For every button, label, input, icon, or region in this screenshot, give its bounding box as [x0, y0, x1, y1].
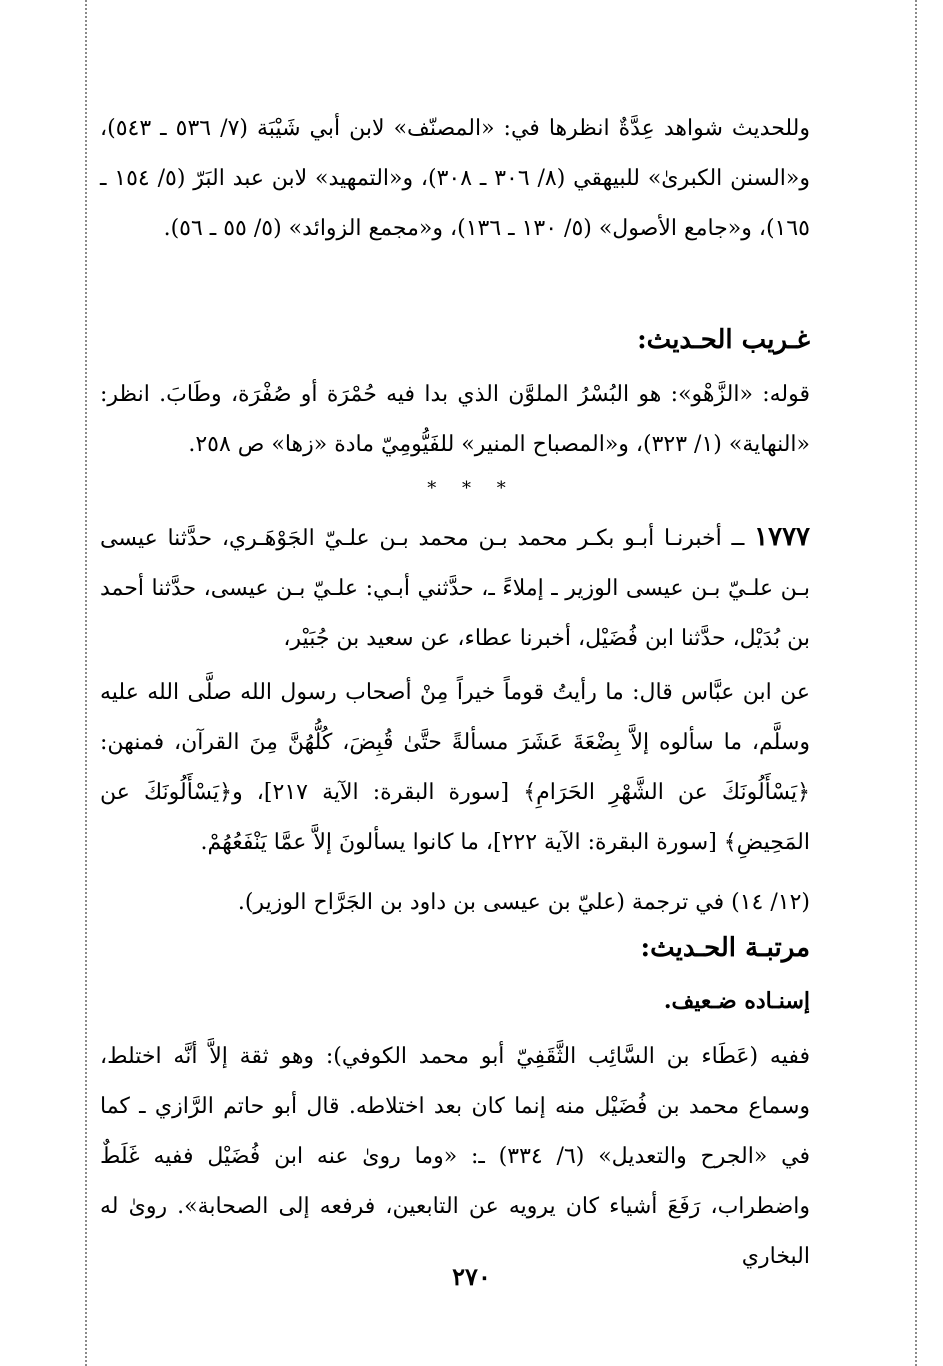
gharib-heading: غـريب الحـديث:: [637, 325, 810, 355]
hadith-section: [100, 512, 810, 928]
hadith-matn-paragraph: عن ابن عبَّاس قال: ما رأيتُ قوماً خيراً مِنْ أصحاب رسول الله صلَّى الله عليه وسلَّم، ما سألوه إلاَّ بِضْعَةَ عَشَرَ مسألةً حتَّىٰ قُبِضَ، كُلُّهُنَّ مِنَ القرآن، فمنهن: ﴿يَسْأَلُونَكَ عن الشَّهْرِ الحَرَامِ﴾ [سورة البقرة: الآية ٢١٧]، و﴿يَسْأَلُونَكَ عن المَحِيضِ﴾ [سورة البقرة: الآية ٢٢٢]، ما كانوا يسألونَ إلاَّ عمَّا يَنْفَعُهُمْ.: [100, 680, 810, 855]
gharib-paragraph: قوله: «الزَّهْو»: هو البُسْرُ الملوَّن الذي بدا فيه حُمْرَة أو صُفْرَة، وطَابَ. انظر: «النهاية» (١/ ٣٢٣)، و«المصباح المنير» للفَيُّومِيّ مادة «زها» ص ٢٥٨.: [100, 382, 810, 457]
shawahid-section: [100, 104, 810, 254]
page-number: ٢٧٠: [452, 1262, 491, 1291]
ata-paragraph: ففيه (عَطَاء بن السَّائِب الثَّقَفِيّ أبو محمد الكوفي): وهو ثقة إلاَّ أنَّه اختلط، وسماع محمد بن فُضَيْل منه إنما كان بعد اختلاطه. قال أبو حاتم الرَّازي ـ كما في «الجرح والتعديل» (٦/ ٣٣٤) ـ: «وما روىٰ عنه ابن فُضَيْل ففيه غَلَطٌ واضطراب، رَفَعَ أشياء كان يرويه عن التابعين، فرفعه إلى الصحابة». روىٰ له البخاري: [100, 1044, 811, 1269]
rutba-heading: مرتبـة الحـديث:: [640, 933, 810, 963]
gharib-section: [100, 318, 810, 470]
hadith-number: ١٧٧٧: [754, 522, 810, 552]
isnad-grade: إسنـاده ضـعيف.: [663, 988, 810, 1014]
rutba-section: [100, 926, 810, 1282]
section-separator: * * *: [427, 478, 516, 499]
hadith-isnad-paragraph: [100, 512, 810, 664]
shawahid-paragraph: وللحديث شواهد عِدَّةٌ انظرها في: «المصنّف» لابن أبي شَيْبَة (٧/ ٥٣٦ ـ ٥٤٣)، و«السنن الكبرىٰ» للبيهقي (٨/ ٣٠٦ ـ ٣٠٨)، و«التمهيد» لابن عبد البَرّ (٥/ ١٥٤ ـ ١٦٥)، و«جامع الأصول» (٥/ ١٣٠ ـ ١٣٦)، و«مجمع الزوائد» (٥/ ٥٥ ـ ٥٦).: [100, 116, 811, 241]
hadith-isnad-text: ــ أخبرنـا أبـو بكـر محمد بـن محمد بـن علـيّ الجَوْهَـري، حدَّثنا عيسى بـن علـيّ بـن عيسى الوزير ـ إملاءً ـ، حدَّثني أبـي: علـيّ بـن عيسى، حدَّثنا أحمد بن بُدَيْل، حدَّثنا ابن فُضَيْل، أخبرنا عطاء، عن سعيد بن جُبَيْر،: [100, 526, 810, 651]
tarjama-reference: (١٢/ ١٤) في ترجمة (عليّ بن عيسى بن داود بن الجَرَّاح الوزير).: [237, 890, 810, 915]
